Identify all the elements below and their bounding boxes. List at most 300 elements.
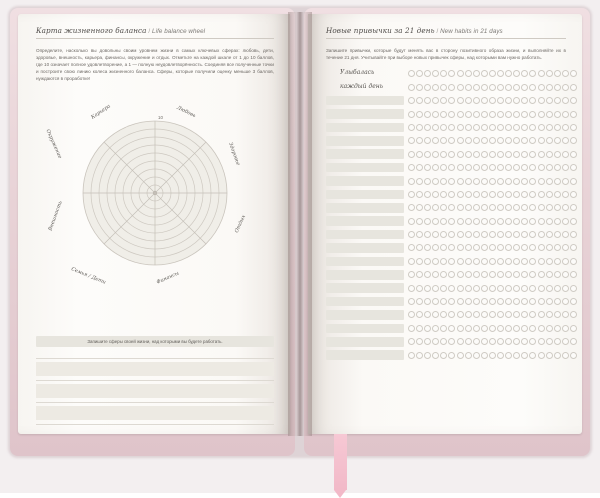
habit-day-circle[interactable] [546,124,553,131]
habit-day-circle[interactable] [473,124,480,131]
habit-day-circle[interactable] [505,84,512,91]
habit-day-circle[interactable] [473,97,480,104]
habit-day-circle[interactable] [505,285,512,292]
habit-day-circle[interactable] [497,97,504,104]
habit-day-circle[interactable] [457,191,464,198]
habit-label-field[interactable] [326,257,404,267]
habit-day-circle[interactable] [408,244,415,251]
habit-day-circle[interactable] [457,271,464,278]
habit-day-circle[interactable] [521,97,528,104]
habit-day-circle[interactable] [408,298,415,305]
habit-day-circle[interactable] [440,97,447,104]
habit-day-circle[interactable] [473,178,480,185]
habit-day-circle[interactable] [457,137,464,144]
habit-day-circle[interactable] [489,244,496,251]
habit-day-circle[interactable] [416,231,423,238]
habit-day-circle[interactable] [570,204,577,211]
habit-day-circle[interactable] [529,204,536,211]
habit-day-circle[interactable] [554,97,561,104]
habit-day-circle[interactable] [570,352,577,359]
habit-day-circle[interactable] [529,84,536,91]
habit-day-circle[interactable] [529,244,536,251]
habit-day-circle[interactable] [570,298,577,305]
habit-day-circle[interactable] [457,178,464,185]
habit-day-circle[interactable] [505,338,512,345]
habit-day-circle[interactable] [554,137,561,144]
habit-day-circle[interactable] [529,178,536,185]
habit-day-circle[interactable] [489,352,496,359]
habit-day-circle[interactable] [570,325,577,332]
habit-day-circle[interactable] [529,352,536,359]
habit-day-circle[interactable] [465,285,472,292]
note-field-1[interactable] [36,362,274,376]
habit-day-circle[interactable] [432,258,439,265]
habit-day-circle[interactable] [465,244,472,251]
habit-day-circle[interactable] [408,271,415,278]
habit-day-circle[interactable] [489,231,496,238]
habit-day-circle[interactable] [505,164,512,171]
habit-day-circle[interactable] [416,204,423,211]
habit-day-circle[interactable] [440,285,447,292]
habit-label-field[interactable] [326,203,404,213]
habit-day-circle[interactable] [416,84,423,91]
habit-day-circle[interactable] [562,231,569,238]
habit-day-circle[interactable] [497,352,504,359]
habit-day-circle[interactable] [440,151,447,158]
habit-day-circle[interactable] [554,151,561,158]
habit-day-circle[interactable] [562,191,569,198]
habit-day-circle[interactable] [513,285,520,292]
habit-day-circle[interactable] [416,70,423,77]
habit-day-circle[interactable] [416,111,423,118]
habit-day-circle[interactable] [481,70,488,77]
habit-day-circle[interactable] [424,111,431,118]
habit-day-circle[interactable] [554,84,561,91]
habit-day-circle[interactable] [570,124,577,131]
habit-day-circle[interactable] [562,298,569,305]
habit-day-circle[interactable] [481,97,488,104]
habit-day-circle[interactable] [424,244,431,251]
habit-day-circle[interactable] [570,191,577,198]
habit-label-field[interactable] [326,190,404,200]
habit-day-circle[interactable] [505,258,512,265]
habit-day-circle[interactable] [408,137,415,144]
habit-day-circle[interactable] [489,164,496,171]
habit-day-circle[interactable] [457,164,464,171]
habit-day-circle[interactable] [538,137,545,144]
habit-day-circle[interactable] [497,258,504,265]
habit-day-circle[interactable] [481,285,488,292]
habit-day-circle[interactable] [448,352,455,359]
habit-label-field[interactable] [326,283,404,293]
habit-day-circle[interactable] [440,311,447,318]
habit-day-circle[interactable] [440,338,447,345]
habit-day-circle[interactable] [538,258,545,265]
habit-day-circle[interactable] [538,325,545,332]
habit-day-circle[interactable] [538,191,545,198]
habit-day-circle[interactable] [546,258,553,265]
habit-day-circle[interactable] [465,311,472,318]
habit-day-circle[interactable] [497,178,504,185]
habit-day-circle[interactable] [554,124,561,131]
habit-day-circle[interactable] [562,352,569,359]
habit-day-circle[interactable] [521,271,528,278]
habit-day-circle[interactable] [408,258,415,265]
habit-day-circle[interactable] [562,218,569,225]
habit-day-circle[interactable] [489,97,496,104]
habit-day-circle[interactable] [513,298,520,305]
habit-day-circle[interactable] [440,178,447,185]
habit-day-circle[interactable] [465,338,472,345]
habit-day-circle[interactable] [481,258,488,265]
habit-day-circle[interactable] [538,164,545,171]
habit-day-circle[interactable] [562,97,569,104]
habit-day-circle[interactable] [457,84,464,91]
habit-label-field[interactable] [326,163,404,173]
habit-day-circle[interactable] [424,164,431,171]
habit-day-circle[interactable] [546,164,553,171]
habit-day-circle[interactable] [465,70,472,77]
habit-day-circle[interactable] [513,325,520,332]
habit-day-circle[interactable] [513,231,520,238]
habit-day-circle[interactable] [505,151,512,158]
habit-day-circle[interactable] [505,191,512,198]
habit-day-circle[interactable] [521,325,528,332]
habit-day-circle[interactable] [473,298,480,305]
habit-day-circle[interactable] [465,178,472,185]
habit-day-circle[interactable] [424,285,431,292]
habit-day-circle[interactable] [424,325,431,332]
habit-day-circle[interactable] [529,218,536,225]
habit-day-circle[interactable] [521,111,528,118]
habit-day-circle[interactable] [562,258,569,265]
habit-day-circle[interactable] [529,97,536,104]
habit-day-circle[interactable] [408,204,415,211]
habit-day-circle[interactable] [529,285,536,292]
habit-day-circle[interactable] [408,84,415,91]
habit-day-circle[interactable] [554,70,561,77]
habit-day-circle[interactable] [497,124,504,131]
habit-day-circle[interactable] [570,244,577,251]
habit-label-field[interactable] [326,216,404,226]
habit-day-circle[interactable] [448,137,455,144]
habit-day-circle[interactable] [408,164,415,171]
habit-day-circle[interactable] [521,178,528,185]
habit-day-circle[interactable] [505,111,512,118]
habit-day-circle[interactable] [473,137,480,144]
habit-day-circle[interactable] [546,325,553,332]
habit-day-circle[interactable] [440,231,447,238]
habit-day-circle[interactable] [481,151,488,158]
habit-day-circle[interactable] [513,244,520,251]
habit-day-circle[interactable] [554,298,561,305]
habit-day-circle[interactable] [505,70,512,77]
habit-day-circle[interactable] [489,258,496,265]
habit-day-circle[interactable] [521,285,528,292]
habit-day-circle[interactable] [489,84,496,91]
habit-day-circle[interactable] [481,204,488,211]
habit-day-circle[interactable] [465,325,472,332]
habit-day-circle[interactable] [432,111,439,118]
habit-day-circle[interactable] [562,338,569,345]
habit-day-circle[interactable] [448,111,455,118]
habit-day-circle[interactable] [497,298,504,305]
habit-day-circle[interactable] [457,70,464,77]
habit-day-circle[interactable] [570,70,577,77]
habit-day-circle[interactable] [497,231,504,238]
habit-day-circle[interactable] [554,204,561,211]
habit-day-circle[interactable] [465,298,472,305]
habit-day-circle[interactable] [538,204,545,211]
habit-day-circle[interactable] [457,285,464,292]
habit-day-circle[interactable] [481,164,488,171]
habit-day-circle[interactable] [457,325,464,332]
habit-day-circle[interactable] [448,311,455,318]
habit-day-circle[interactable] [432,191,439,198]
habit-day-circle[interactable] [448,325,455,332]
habit-day-circle[interactable] [432,151,439,158]
habit-day-circle[interactable] [473,271,480,278]
habit-day-circle[interactable] [513,218,520,225]
habit-day-circle[interactable] [416,352,423,359]
habit-day-circle[interactable] [416,178,423,185]
habit-day-circle[interactable] [513,97,520,104]
habit-day-circle[interactable] [538,244,545,251]
habit-day-circle[interactable] [481,298,488,305]
habit-day-circle[interactable] [562,124,569,131]
habit-day-circle[interactable] [538,231,545,238]
habit-day-circle[interactable] [570,84,577,91]
habit-day-circle[interactable] [457,111,464,118]
habit-day-circle[interactable] [473,244,480,251]
habit-day-circle[interactable] [505,137,512,144]
habit-day-circle[interactable] [489,311,496,318]
habit-day-circle[interactable] [432,204,439,211]
habit-label-field[interactable] [326,176,404,186]
habit-day-circle[interactable] [513,204,520,211]
habit-day-circle[interactable] [432,164,439,171]
habit-day-circle[interactable] [529,151,536,158]
habit-day-circle[interactable] [408,151,415,158]
habit-day-circle[interactable] [562,151,569,158]
habit-day-circle[interactable] [416,285,423,292]
habit-day-circle[interactable] [473,204,480,211]
habit-day-circle[interactable] [489,271,496,278]
habit-day-circle[interactable] [570,164,577,171]
habit-day-circle[interactable] [481,338,488,345]
habit-day-circle[interactable] [457,97,464,104]
habit-day-circle[interactable] [473,325,480,332]
habit-day-circle[interactable] [546,191,553,198]
habit-label-field[interactable] [326,69,404,79]
habit-day-circle[interactable] [432,285,439,292]
habit-day-circle[interactable] [489,178,496,185]
habit-day-circle[interactable] [481,191,488,198]
habit-day-circle[interactable] [440,70,447,77]
habit-day-circle[interactable] [538,97,545,104]
habit-day-circle[interactable] [521,298,528,305]
habit-day-circle[interactable] [546,271,553,278]
habit-day-circle[interactable] [448,97,455,104]
habit-day-circle[interactable] [538,352,545,359]
habit-day-circle[interactable] [424,311,431,318]
habit-day-circle[interactable] [473,164,480,171]
habit-day-circle[interactable] [408,231,415,238]
habit-day-circle[interactable] [424,124,431,131]
habit-day-circle[interactable] [465,191,472,198]
habit-day-circle[interactable] [424,204,431,211]
habit-day-circle[interactable] [432,271,439,278]
habit-day-circle[interactable] [473,285,480,292]
habit-day-circle[interactable] [489,191,496,198]
habit-day-circle[interactable] [505,298,512,305]
habit-day-circle[interactable] [554,285,561,292]
habit-day-circle[interactable] [408,338,415,345]
habit-day-circle[interactable] [465,218,472,225]
habit-label-field[interactable] [326,297,404,307]
habit-day-circle[interactable] [424,191,431,198]
habit-day-circle[interactable] [408,285,415,292]
habit-day-circle[interactable] [513,191,520,198]
habit-day-circle[interactable] [416,124,423,131]
habit-day-circle[interactable] [416,218,423,225]
habit-day-circle[interactable] [448,84,455,91]
habit-day-circle[interactable] [554,271,561,278]
habit-day-circle[interactable] [505,178,512,185]
habit-day-circle[interactable] [481,231,488,238]
habit-day-circle[interactable] [554,311,561,318]
habit-day-circle[interactable] [489,137,496,144]
habit-day-circle[interactable] [448,124,455,131]
habit-day-circle[interactable] [529,258,536,265]
habit-day-circle[interactable] [465,137,472,144]
habit-day-circle[interactable] [481,352,488,359]
habit-day-circle[interactable] [416,97,423,104]
habit-day-circle[interactable] [440,111,447,118]
habit-day-circle[interactable] [408,70,415,77]
habit-day-circle[interactable] [570,231,577,238]
habit-day-circle[interactable] [546,231,553,238]
habit-day-circle[interactable] [521,151,528,158]
habit-day-circle[interactable] [546,97,553,104]
habit-day-circle[interactable] [424,84,431,91]
habit-day-circle[interactable] [448,70,455,77]
habit-day-circle[interactable] [562,164,569,171]
habit-day-circle[interactable] [513,178,520,185]
habit-day-circle[interactable] [473,311,480,318]
habit-day-circle[interactable] [546,352,553,359]
habit-day-circle[interactable] [538,338,545,345]
habit-day-circle[interactable] [416,137,423,144]
habit-day-circle[interactable] [473,218,480,225]
habit-day-circle[interactable] [513,311,520,318]
habit-day-circle[interactable] [562,137,569,144]
habit-day-circle[interactable] [570,97,577,104]
habit-day-circle[interactable] [448,258,455,265]
habit-day-circle[interactable] [440,191,447,198]
habit-day-circle[interactable] [473,111,480,118]
habit-day-circle[interactable] [529,311,536,318]
habit-day-circle[interactable] [424,137,431,144]
habit-day-circle[interactable] [465,204,472,211]
habit-day-circle[interactable] [440,244,447,251]
habit-day-circle[interactable] [497,111,504,118]
habit-day-circle[interactable] [521,204,528,211]
habit-day-circle[interactable] [473,70,480,77]
habit-day-circle[interactable] [497,311,504,318]
habit-day-circle[interactable] [440,204,447,211]
habit-day-circle[interactable] [465,111,472,118]
habit-day-circle[interactable] [513,258,520,265]
habit-day-circle[interactable] [489,124,496,131]
habit-day-circle[interactable] [513,137,520,144]
habit-day-circle[interactable] [570,111,577,118]
habit-day-circle[interactable] [432,70,439,77]
habit-day-circle[interactable] [457,124,464,131]
habit-day-circle[interactable] [497,151,504,158]
habit-day-circle[interactable] [513,151,520,158]
habit-day-circle[interactable] [408,311,415,318]
habit-label-field[interactable] [326,83,404,93]
habit-day-circle[interactable] [497,325,504,332]
habit-day-circle[interactable] [546,298,553,305]
habit-day-circle[interactable] [432,298,439,305]
habit-day-circle[interactable] [457,218,464,225]
habit-label-field[interactable] [326,96,404,106]
habit-day-circle[interactable] [570,178,577,185]
habit-day-circle[interactable] [408,111,415,118]
habit-day-circle[interactable] [424,258,431,265]
habit-day-circle[interactable] [432,338,439,345]
habit-day-circle[interactable] [424,70,431,77]
habit-day-circle[interactable] [432,325,439,332]
habit-day-circle[interactable] [513,70,520,77]
habit-day-circle[interactable] [473,352,480,359]
habit-day-circle[interactable] [465,352,472,359]
habit-day-circle[interactable] [481,84,488,91]
habit-label-field[interactable] [326,337,404,347]
habit-day-circle[interactable] [489,338,496,345]
habit-day-circle[interactable] [570,137,577,144]
habit-day-circle[interactable] [513,164,520,171]
habit-day-circle[interactable] [521,218,528,225]
habit-day-circle[interactable] [521,258,528,265]
habit-day-circle[interactable] [448,151,455,158]
habit-day-circle[interactable] [448,178,455,185]
habit-day-circle[interactable] [473,151,480,158]
habit-day-circle[interactable] [448,231,455,238]
habit-day-circle[interactable] [432,124,439,131]
habit-day-circle[interactable] [408,325,415,332]
habit-day-circle[interactable] [473,84,480,91]
habit-day-circle[interactable] [440,164,447,171]
habit-day-circle[interactable] [416,311,423,318]
habit-day-circle[interactable] [416,271,423,278]
habit-day-circle[interactable] [513,352,520,359]
habit-day-circle[interactable] [481,311,488,318]
habit-day-circle[interactable] [538,178,545,185]
habit-day-circle[interactable] [408,191,415,198]
habit-day-circle[interactable] [489,151,496,158]
habit-day-circle[interactable] [481,244,488,251]
habit-day-circle[interactable] [432,97,439,104]
habit-day-circle[interactable] [440,325,447,332]
habit-day-circle[interactable] [448,244,455,251]
habit-day-circle[interactable] [497,271,504,278]
habit-day-circle[interactable] [546,84,553,91]
habit-day-circle[interactable] [538,218,545,225]
habit-day-circle[interactable] [562,178,569,185]
